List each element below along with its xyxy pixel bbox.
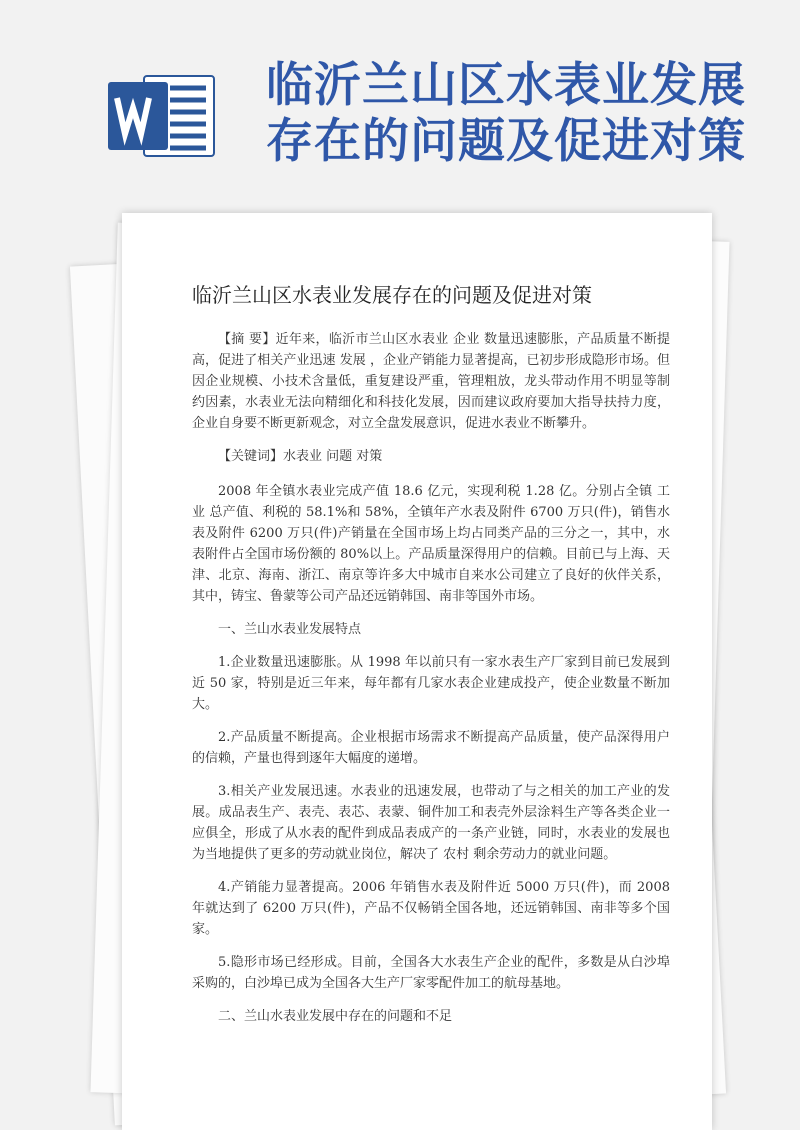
feature-paragraph-5: 5.隐形市场已经形成。目前，全国各大水表生产企业的配件，多数是从白沙埠采购的，白沙埠已成为全国各大生产厂家零配件加工的航母基地。 <box>192 955 670 991</box>
word-document-icon <box>108 72 216 160</box>
banner-title-line-1: 临沂兰山区水表业发展 <box>266 58 746 113</box>
section-heading-2: 二、兰山水表业发展中存在的问题和不足 <box>218 1009 453 1024</box>
document-body <box>192 329 670 1039</box>
intro-paragraph: 2008 年全镇水表业完成产值 18.6 亿元，实现利税 1.28 亿。分别占全镇 工业 总产值、利税的 58.1%和 58%，全镇年产水表及附件 6700 万只(件)，销售水表及附件 6200 万只(件)产销量在全国市场上均占同类产品的三分之一，其中，水表附件占全国市场份额的 80%以上。产品质量深得用户的信赖。目前已与上海、天津、北京、海南、浙江、南京等许多大中城市自来水公司建立了良好的伙伴关系，其中，铸宝、鲁蒙等公司产品还远销韩国、南非等国外市场。 <box>192 484 670 604</box>
banner-title-line-2: 存在的问题及促进对策 <box>266 114 746 169</box>
feature-paragraph-2: 2.产品质量不断提高。企业根据市场需求不断提高产品质量，使产品深得用户的信赖，产量也得到逐年大幅度的递增。 <box>192 730 670 766</box>
feature-paragraph-4: 4.产销能力显著提高。2006 年销售水表及附件近 5000 万只(件)，而 2008 年就达到了 6200 万只(件)，产品不仅畅销全国各地，还远销韩国、南非等多个国家。 <box>192 880 670 937</box>
keywords-paragraph: 【关键词】水表业 问题 对策 <box>218 449 383 464</box>
document-page <box>122 213 712 1130</box>
abstract-paragraph: 【摘 要】近年来，临沂市兰山区水表业 企业 数量迅速膨胀，产品质量不断提高，促进了相关产业迅速 发展 ，企业产销能力显著提高，已初步形成隐形市场。但因企业规模、小技术含量低，重复建设严重，管理粗放，龙头带动作用不明显等制约因素，水表业无法向精细化和科技化发展，因而建议政府要加大指导扶持力度，企业自身要不断更新观念，对立全盘发展意识，促进水表业不断攀升。 <box>192 332 670 431</box>
feature-paragraph-3: 3.相关产业发展迅速。水表业的迅速发展，也带动了与之相关的加工产业的发展。成品表生产、表壳、表芯、表蒙、铜件加工和表壳外层涂料生产等各类企业一应俱全，形成了从水表的配件到成品表成产的一条产业链，同时，水表业的发展也为当地提供了更多的劳动就业岗位，解决了 农村 剩余劳动力的就业问题。 <box>192 784 670 862</box>
section-heading-1: 一、兰山水表业发展特点 <box>218 622 362 637</box>
document-title: 临沂兰山区水表业发展存在的问题及促进对策 <box>192 283 592 307</box>
banner-title <box>266 58 786 170</box>
feature-paragraph-1: 1.企业数量迅速膨胀。从 1998 年以前只有一家水表生产厂家到目前已发展到近 50 家，特别是近三年来，每年都有几家水表企业建成投产，使企业数量不断加大。 <box>192 655 670 712</box>
